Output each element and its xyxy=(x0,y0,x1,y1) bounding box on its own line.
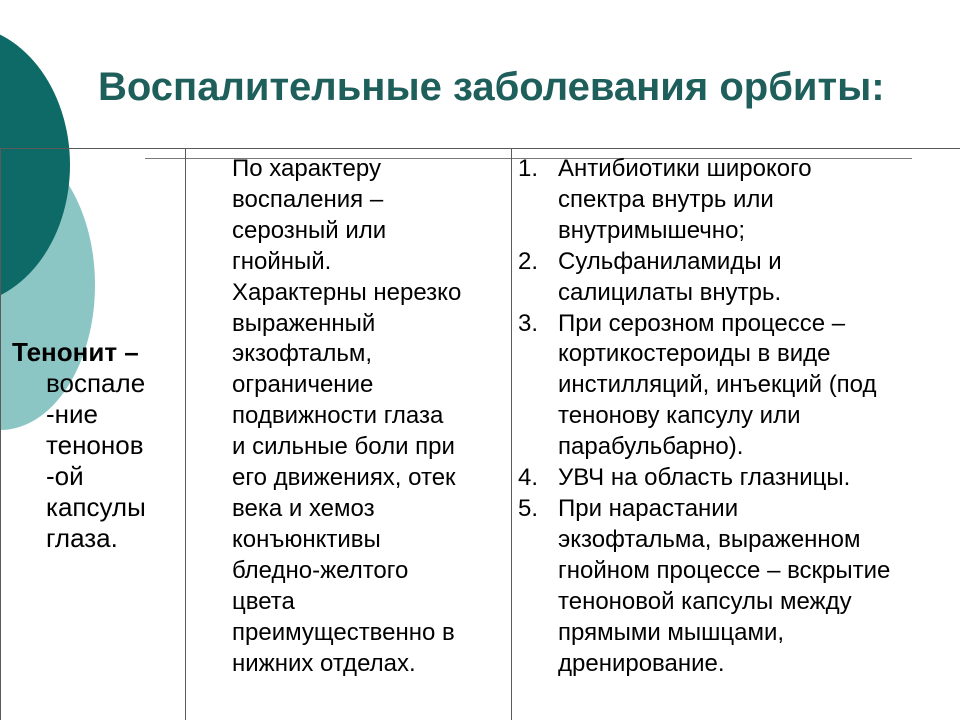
list-item xyxy=(518,463,958,494)
slide-title: Воспалительные заболевания орбиты: xyxy=(98,65,885,109)
table-cell-disease xyxy=(12,337,178,554)
list-item-text: При серозном процессе – кортикостероиды в виде инстилляций, инъекций (под тенонову капсулу или парабульбарно). xyxy=(558,309,877,461)
list-item-text: При нарастании экзофтальма, выраженном гнойном процессе – вскрытие теноновой капсулы между прямыми мышцами, дренирование. xyxy=(558,494,891,677)
disease-term: Тенонит – xyxy=(12,337,139,367)
list-item-number: 4. xyxy=(518,464,539,492)
list-item xyxy=(518,154,958,247)
table-column-divider-2 xyxy=(511,148,512,720)
list-item-text: Антибиотики широкого спектра внутрь или внутримышечно; xyxy=(558,155,812,244)
list-item xyxy=(518,309,958,464)
definition-line: -ой xyxy=(46,461,84,491)
treatment-list xyxy=(518,154,958,679)
table-column-divider-1 xyxy=(185,148,186,720)
list-item-number: 3. xyxy=(518,309,539,337)
table-left-border xyxy=(0,148,1,720)
list-item-text: Сульфаниламиды и салицилаты внутрь. xyxy=(558,247,782,306)
disease-definition xyxy=(12,368,178,554)
definition-line: капсулы xyxy=(46,492,146,522)
definition-line: воспале xyxy=(46,368,146,398)
table-cell-clinical-picture: По характеру воспаления – серозный или гнойный. Характерны нерезко выраженный экзофтальм, ограничение подвижности глаза и сильные боли при его движениях, отек века и хемоз конъюнктивы бледно-желтого цвета преимущественно в нижних отделах. xyxy=(232,155,462,677)
list-item xyxy=(518,247,958,309)
list-item-number: 2. xyxy=(518,247,539,275)
list-item-number: 1. xyxy=(518,155,539,182)
definition-line: -ние xyxy=(46,399,98,429)
list-item xyxy=(518,494,958,679)
table-top-border xyxy=(0,148,960,149)
definition-line: тенонов xyxy=(46,430,144,460)
definition-line: глаза. xyxy=(46,523,118,553)
list-item-number: 5. xyxy=(518,494,539,522)
list-item-text: УВЧ на область глазницы. xyxy=(558,464,851,492)
